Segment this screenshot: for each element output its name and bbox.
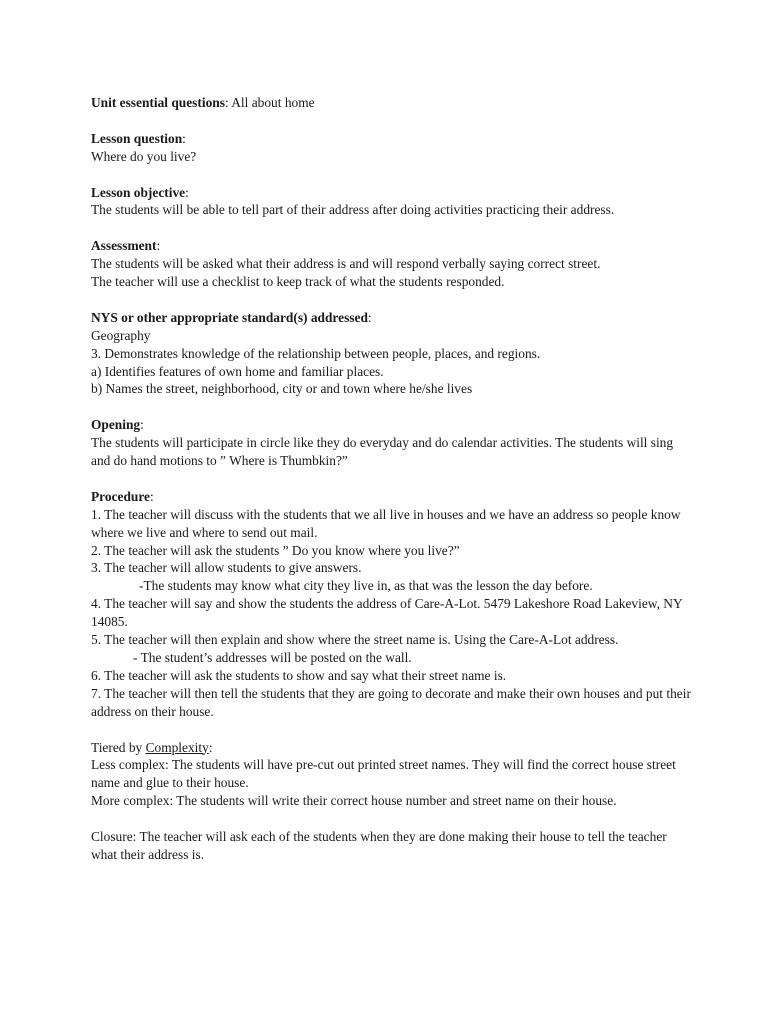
closure-text: Closure: The teacher will ask each of the students when they are done making their house to tell the teacher what their address is. [91,829,667,862]
standards-line: Geography [91,327,151,343]
unit-label: Unit essential questions [91,95,225,110]
procedure-note: - The student’s addresses will be posted on the wall. [133,650,412,665]
procedure-heading: Procedure: [91,488,154,504]
standards-line: a) Identifies features of own home and familiar places. [91,363,384,379]
lesson-objective-text: The students will be able to tell part of their address after doing activities practicing their address. [91,202,615,218]
procedure-step: 6. The teacher will ask the students to show and say what their street name is. [91,667,507,683]
opening-text: The students will participate in circle like they do everyday and do calendar activities. The students will sing and do hand motions to ” Where is Thumbkin?” [91,435,674,469]
tiered-more-complex: More complex: The students will write their correct house number and street name on their house. [91,793,617,809]
tiered-less-complex: Less complex: The students will have pre-cut out printed street names. They will find the correct house street name and glue to their house. [91,757,676,791]
procedure-step: 7. The teacher will then tell the students that they are going to decorate and make their own houses and put their address on their house. [91,685,691,719]
lesson-objective-heading: Lesson objective: [91,184,189,200]
procedure-step: 5. The teacher will then explain and show where the street name is. Using the Care-A-Lot address. [91,632,619,648]
procedure-note: -The students may know what city they live in, as that was the lesson the day before. [139,578,593,594]
opening-heading: Opening: [91,417,144,433]
procedure-step: 3. The teacher will allow students to give answers. [91,560,362,576]
standards-line: b) Names the street, neighborhood, city or and town where he/she lives [91,381,473,397]
standards-heading: NYS or other appropriate standard(s) addressed: [91,309,372,325]
assessment-heading: Assessment: [91,238,161,254]
assessment-line: The students will be asked what their address is and will respond verbally saying correct street. [91,256,601,272]
procedure-step: 1. The teacher will discuss with the students that we all live in houses and we have an address so people know where we live and where to send out mail. [91,506,681,540]
standards-line: 3. Demonstrates knowledge of the relationship between people, places, and regions. [91,345,541,361]
procedure-step: 4. The teacher will say and show the students the address of Care-A-Lot. 5479 Lakeshore Road Lakeview, NY 14085. [91,596,683,630]
lesson-question-text: Where do you live? [91,148,197,164]
unit-essential-questions [91,94,691,112]
assessment-line: The teacher will use a checklist to keep track of what the students responded. [91,274,505,290]
lesson-question-heading: Lesson question: [91,130,186,146]
procedure-step: 2. The teacher will ask the students ” Do you know where you live?” [91,542,460,558]
lesson-plan-document [91,94,691,864]
tiered-heading: Tiered by Complexity: [91,739,213,755]
unit-value: : All about home [224,95,315,110]
